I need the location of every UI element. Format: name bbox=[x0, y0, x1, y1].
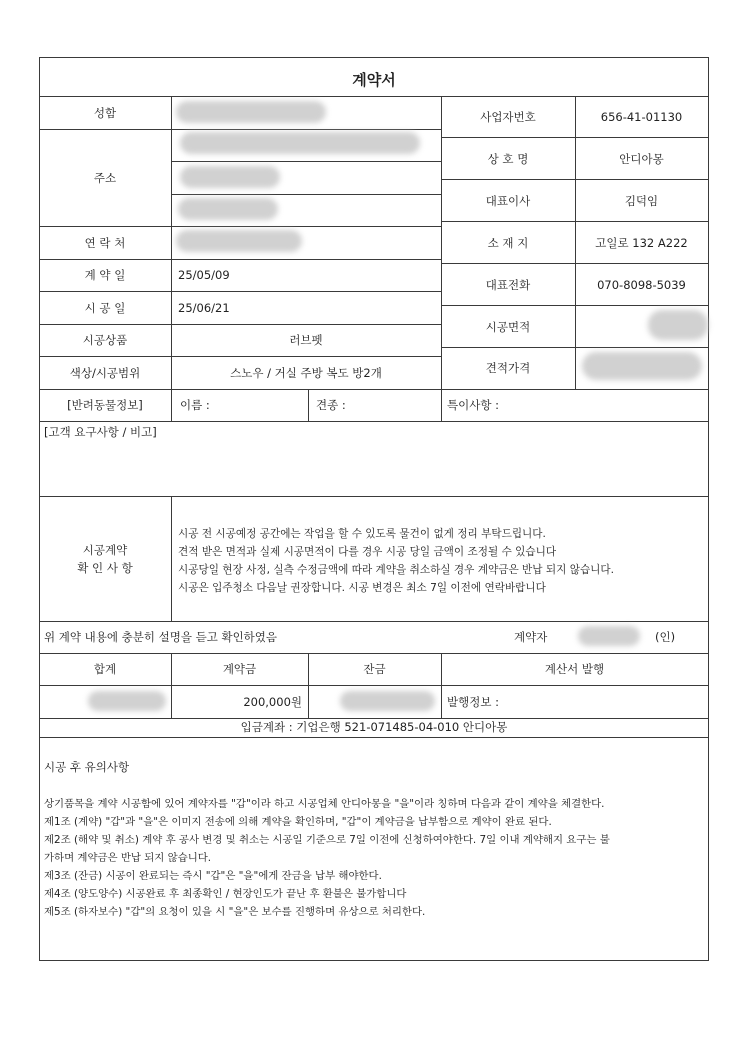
agreement-text: 위 계약 내용에 충분히 설명을 듣고 확인하였음 bbox=[44, 630, 278, 644]
phone-value: 070-8098-5039 bbox=[597, 278, 686, 292]
confirm-label-2: 확 인 사 항 bbox=[77, 561, 133, 575]
product-label: 시공상품 bbox=[82, 333, 128, 347]
redacted-contractor-name bbox=[578, 626, 640, 646]
name-label: 성함 bbox=[93, 106, 117, 120]
confirm-item: 견적 받은 면적과 실제 시공면적이 다를 경우 시공 당일 금액이 조정될 수 있습니다 bbox=[178, 546, 557, 558]
redacted-address-1 bbox=[180, 132, 420, 154]
location-label: 소 재 지 bbox=[487, 236, 529, 250]
redacted-area bbox=[648, 310, 708, 340]
pet-special-label: 특이사항 : bbox=[447, 398, 499, 412]
pet-breed-label: 견종 : bbox=[316, 398, 346, 412]
notes-line: 제1조 (계약) "갑"과 "을"은 이미지 전송에 의해 계약을 확인하며, "갑"이 계약금을 납부함으로 계약이 완료 된다. bbox=[44, 816, 552, 828]
redacted-name bbox=[176, 101, 326, 123]
contractor-label: 계약자 bbox=[514, 630, 548, 644]
address-label: 주소 bbox=[93, 171, 117, 185]
redacted-address-3 bbox=[178, 198, 278, 220]
redacted-estimate bbox=[582, 352, 702, 380]
total-label: 합계 bbox=[93, 662, 117, 676]
ceo-value: 김덕임 bbox=[624, 194, 659, 208]
bizno-value: 656-41-01130 bbox=[600, 110, 683, 124]
notes-heading: 시공 후 유의사항 bbox=[44, 760, 130, 774]
bizno-label: 사업자번호 bbox=[480, 110, 536, 124]
contact-label: 연 락 처 bbox=[84, 236, 126, 250]
notes-line: 제3조 (잔금) 시공이 완료되는 즉시 "갑"은 "을"에게 잔금을 납부 해야한다. bbox=[44, 870, 382, 882]
deposit-label: 계약금 bbox=[222, 662, 257, 676]
color-scope-label: 색상/시공범위 bbox=[69, 366, 141, 380]
company-value: 안디아몽 bbox=[619, 152, 664, 166]
company-label: 상 호 명 bbox=[487, 152, 529, 166]
construction-date-value: 25/06/21 bbox=[178, 301, 230, 315]
redacted-total bbox=[88, 691, 166, 711]
phone-label: 대표전화 bbox=[485, 278, 531, 292]
estimate-label: 견적가격 bbox=[485, 361, 531, 375]
balance-label: 잔금 bbox=[363, 662, 386, 676]
invoice-info-label: 발행정보 : bbox=[447, 695, 499, 709]
redacted-address-2 bbox=[180, 166, 280, 188]
deposit-value: 200,000원 bbox=[243, 695, 302, 709]
area-label: 시공면적 bbox=[485, 320, 531, 334]
notes-line: 제5조 (하자보수) "갑"의 요청이 있을 시 "을"은 보수를 진행하며 유상으로 처리한다. bbox=[44, 906, 426, 918]
contract-date-value: 25/05/09 bbox=[178, 268, 230, 282]
confirm-item: 시공당일 현장 사정, 실측 수정금액에 따라 계약을 취소하실 경우 계약금은 반납 되지 않습니다. bbox=[178, 564, 615, 576]
pet-info-label: [반려동물정보] bbox=[67, 398, 143, 412]
color-scope-value: 스노우 / 거실 주방 복도 방2개 bbox=[230, 366, 382, 380]
confirm-item: 시공은 입주청소 다음날 권장합니다. 시공 변경은 최소 7일 이전에 연락바랍니다 bbox=[178, 582, 546, 594]
location-value: 고일로 132 A222 bbox=[595, 236, 688, 250]
redacted-contact bbox=[176, 230, 302, 252]
ceo-label: 대표이사 bbox=[485, 194, 531, 208]
notes-line: 상기품목을 계약 시공함에 있어 계약자를 "갑"이라 하고 시공업체 안디아몽을 "을"이라 칭하며 다음과 같이 계약을 체결한다. bbox=[44, 798, 605, 810]
confirm-item: 시공 전 시공예정 공간에는 작업을 할 수 있도록 물건이 없게 정리 부탁드립니다. bbox=[178, 528, 546, 540]
confirm-label-1: 시공계약 bbox=[82, 543, 128, 557]
notes-line: 가하며 계약금은 반납 되지 않습니다. bbox=[44, 852, 212, 864]
product-value: 러브펫 bbox=[289, 333, 323, 347]
pet-name-label: 이름 : bbox=[180, 398, 210, 412]
bank-account: 입금계좌 : 기업은행 521-071485-04-010 안디아몽 bbox=[240, 720, 508, 734]
invoice-label: 계산서 발행 bbox=[544, 662, 605, 676]
request-label: [고객 요구사항 / 비고] bbox=[44, 425, 157, 439]
document-title: 계약서 bbox=[352, 71, 396, 89]
seal-mark: (인) bbox=[655, 630, 676, 644]
contract-date-label: 계 약 일 bbox=[84, 268, 126, 282]
notes-line: 제4조 (양도양수) 시공완료 후 최종확인 / 현장인도가 끝난 후 환불은 불가합니다 bbox=[44, 888, 407, 900]
notes-line: 제2조 (해약 및 취소) 계약 후 공사 변경 및 취소는 시공일 기준으로 7일 이전에 신청하여야한다. 7일 이내 계약해지 요구는 불 bbox=[44, 834, 610, 846]
construction-date-label: 시 공 일 bbox=[84, 301, 126, 315]
redacted-balance bbox=[340, 691, 435, 711]
